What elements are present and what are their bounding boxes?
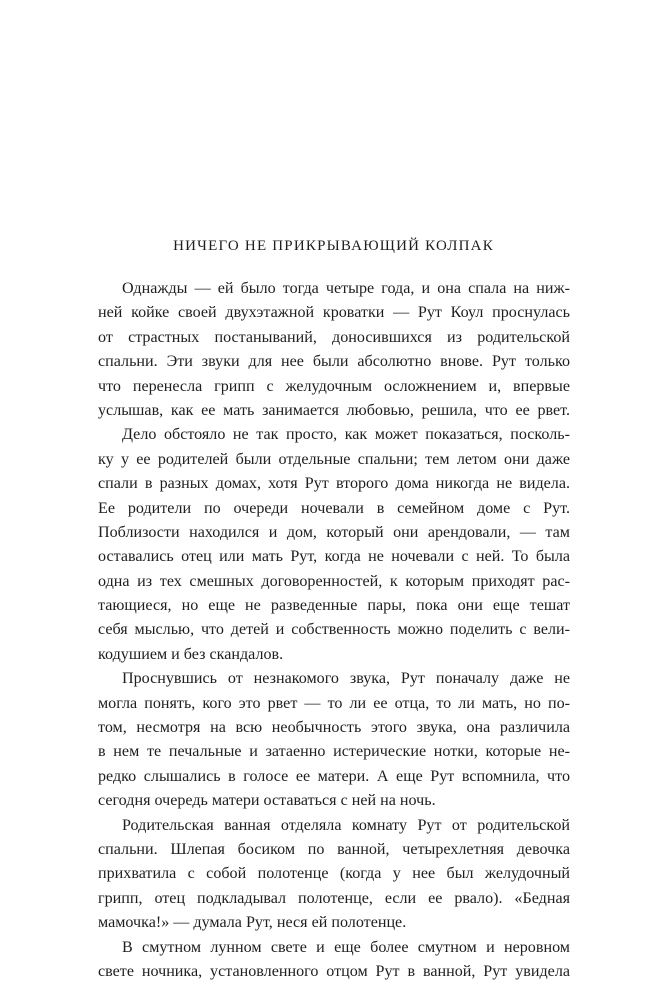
text-line: спали в разных домах, хотя Рут второго дома никогда не видела. [98, 475, 570, 493]
text-line: себя мыслью, что детей и собственность можно поделить с вели- [98, 621, 570, 639]
text-line: ку у ее родителей были отдельные спальни; тем летом они даже [98, 450, 570, 468]
text-line: могла понять, кого это рвет — то ли ее отца, то ли мать, но по- [98, 694, 570, 712]
paragraph [98, 814, 570, 936]
text-line: редко слышались в голосе ее матери. А еще Рут вспомнила, что [98, 767, 570, 785]
text-line: Поблизости находился и дом, который они арендовали, — там [98, 523, 570, 541]
text-line: одна из тех смешных договоренностей, к которым приходят рас- [98, 572, 570, 590]
text-line: от страстных постанываний, доносившихся из родительской [98, 328, 570, 346]
text-line: Дело обстояло не так просто, как может показаться, посколь- [122, 426, 570, 444]
text-line: услышав, как ее мать занимается любовью, решила, что ее рвет. [98, 401, 570, 419]
text-line: В смутном лунном свете и еще более смутном и неровном [122, 938, 570, 956]
text-line: спальни. Эти звуки для нее были абсолютно внове. Рут только [98, 353, 570, 371]
text-line: ней койке своей двухэтажной кроватки — Рут Коул проснулась [98, 304, 570, 322]
text-line: Родительская ванная отделяла комнату Рут от родительской [122, 816, 570, 834]
chapter-title: НИЧЕГО НЕ ПРИКРЫВАЮЩИЙ КОЛПАК [173, 238, 494, 254]
text-line: том, несмотря на всю необычность этого звука, она различила [98, 719, 570, 737]
text-line: в нем те печальные и затаенно истерические нотки, которые не- [98, 743, 570, 761]
text-line: Однажды — ей было тогда четыре года, и она спала на ниж- [122, 280, 570, 297]
text-line: прихватила с собой полотенце (когда у нее был желудочный [98, 865, 570, 883]
paragraph [98, 667, 570, 813]
text-line: тающиеся, но еще не разведенные пары, пока они еще тешат [98, 597, 570, 615]
text-line: свете ночника, установленного отцом Рут в ванной, Рут увидела [98, 962, 570, 980]
text-line: грипп, отец подкладывал полотенце, если ее рвало). «Бедная [98, 889, 570, 907]
paragraph [98, 277, 570, 423]
text-line: сегодня очередь матери оставаться с ней на ночь. [98, 792, 436, 810]
text-line: мамочка!» — думала Рут, неся ей полотенце. [98, 914, 407, 932]
paragraph [98, 936, 570, 985]
text-line: оставались отец или мать Рут, когда не ночевали с ней. То была [98, 548, 570, 566]
text-line: Ее родители по очереди ночевали в семейном доме с Рут. [98, 499, 570, 517]
body-text [98, 277, 570, 984]
text-line: кодушием и без скандалов. [98, 645, 284, 663]
text-line: спальни. Шлепая босиком по ванной, четырехлетняя девочка [98, 840, 570, 858]
paragraph [98, 423, 570, 667]
text-line: Проснувшись от незнакомого звука, Рут поначалу даже не [122, 670, 570, 688]
text-line: что перенесла грипп с желудочным осложнением и, впервые [98, 377, 570, 395]
